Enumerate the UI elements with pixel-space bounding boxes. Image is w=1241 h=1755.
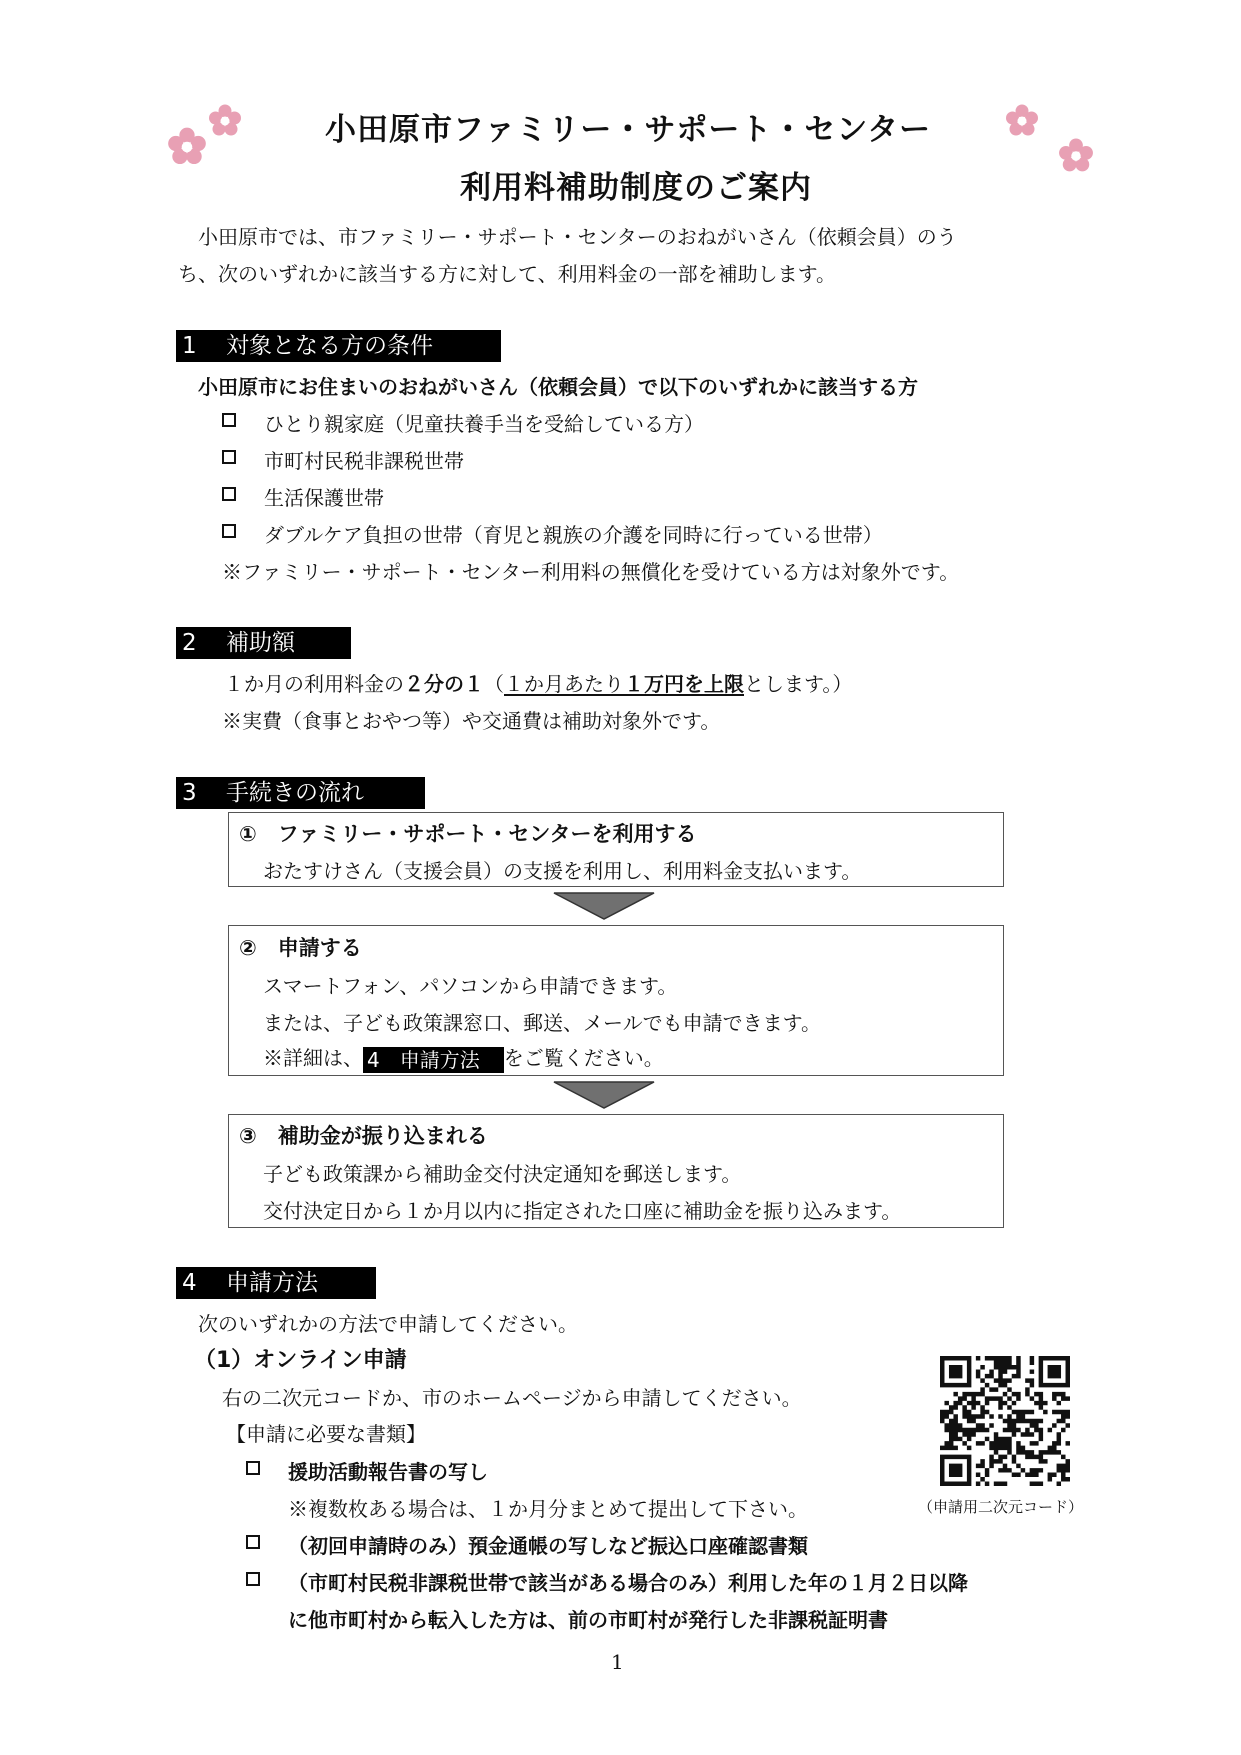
step-text: 交付決定日から１か月以内に指定された口座に補助金を振り込みます。 — [263, 1199, 902, 1223]
flower-icon — [1005, 104, 1039, 138]
section-title: 補助額 — [226, 630, 295, 656]
online-application-title: （1）オンライン申請 — [194, 1348, 407, 1373]
section-title: 手続きの流れ — [226, 780, 364, 806]
arrow-down-icon — [552, 891, 656, 921]
checkbox-icon — [222, 487, 236, 501]
section-number: 3 — [182, 780, 197, 806]
subsidy-text: とします。） — [744, 672, 853, 696]
qr-code-icon[interactable] — [940, 1356, 1070, 1486]
section-heading-3 — [176, 777, 425, 809]
checklist-item-label: （市町村民税非課税世帯で該当がある場合のみ）利用した年の１月２日以降 — [288, 1571, 968, 1595]
checkbox-icon — [246, 1461, 260, 1475]
checklist-item-label: ダブルケア負担の世帯（育児と親族の介護を同時に行っている世帯） — [264, 523, 883, 547]
checkbox-icon — [222, 413, 236, 427]
application-lead: 次のいずれかの方法で申請してください。 — [198, 1312, 578, 1336]
subsidy-half: ２分の１ — [404, 672, 484, 696]
checklist-item-label: 生活保護世帯 — [264, 486, 384, 510]
checklist-item-label: ひとり親家庭（児童扶養手当を受給している方） — [264, 412, 704, 436]
checklist-item-label: 援助活動報告書の写し — [288, 1460, 488, 1484]
step-text: 子ども政策課から補助金交付決定通知を郵送します。 — [263, 1162, 742, 1186]
checkbox-icon — [222, 450, 236, 464]
page-title: 小田原市ファミリー・サポート・センター — [325, 112, 932, 148]
section-reference-badge: 4 申請方法 — [363, 1047, 504, 1073]
section-number: 1 — [182, 333, 197, 359]
subsidy-amount-line — [224, 668, 852, 697]
section-title: 対象となる方の条件 — [226, 333, 433, 359]
checkbox-icon — [246, 1572, 260, 1586]
qr-caption: （申請用二次元コード） — [918, 1498, 1084, 1516]
subsidy-cap-label: １か月あたり — [504, 672, 624, 696]
arrow-down-icon — [552, 1080, 656, 1110]
checklist-item-label: 市町村民税非課税世帯 — [264, 449, 464, 473]
page-subtitle: 利用料補助制度のご案内 — [460, 170, 812, 206]
step-box-1 — [228, 812, 1004, 887]
step-box-2 — [228, 925, 1004, 1076]
required-docs-label: 【申請に必要な書類】 — [226, 1422, 426, 1446]
checklist-item-continuation: に他市町村から転入した方は、前の市町村が発行した非課税証明書 — [288, 1608, 888, 1632]
step-detail-line — [263, 1042, 664, 1073]
step-title: ① ファミリー・サポート・センターを利用する — [239, 822, 697, 846]
step-title: ③ 補助金が振り込まれる — [239, 1124, 488, 1148]
section-heading-2 — [176, 627, 351, 659]
flower-icon — [208, 104, 242, 138]
subsidy-paren: （ — [484, 672, 504, 696]
step-text: ※詳細は、 — [263, 1046, 363, 1070]
step-title: ② 申請する — [239, 936, 362, 960]
step-text: をご覧ください。 — [503, 1046, 664, 1070]
checkbox-icon — [246, 1535, 260, 1549]
section-heading-1 — [176, 330, 501, 362]
step-text: スマートフォン、パソコンから申請できます。 — [263, 974, 678, 998]
page-number: 1 — [611, 1650, 624, 1674]
doc-note: ※複数枚ある場合は、１か月分まとめて提出して下さい。 — [288, 1497, 808, 1521]
step-box-3 — [228, 1114, 1004, 1228]
subsidy-text: １か月の利用料金の — [224, 672, 404, 696]
flower-icon — [1058, 138, 1094, 174]
checkbox-icon — [222, 524, 236, 538]
subsidy-cap-amount: １万円を上限 — [624, 672, 744, 696]
online-application-text: 右の二次元コードか、市のホームページから申請してください。 — [222, 1386, 802, 1410]
section-number: 2 — [182, 630, 197, 656]
subsidy-note: ※実費（食事とおやつ等）や交通費は補助対象外です。 — [222, 709, 721, 733]
flower-icon — [167, 127, 207, 167]
step-text: または、子ども政策課窓口、郵送、メールでも申請できます。 — [263, 1011, 821, 1035]
section-title: 申請方法 — [226, 1270, 318, 1296]
exclusion-note: ※ファミリー・サポート・センター利用料の無償化を受けている方は対象外です。 — [222, 560, 960, 584]
checklist-item-label: （初回申請時のみ）預金通帳の写しなど振込口座確認書類 — [288, 1534, 808, 1558]
intro-line-1: 小田原市では、市ファミリー・サポート・センターのおねがいさん（依頼会員）のう — [178, 225, 957, 249]
eligibility-lead: 小田原市にお住まいのおねがいさん（依頼会員）で以下のいずれかに該当する方 — [198, 375, 918, 399]
section-number: 4 — [182, 1270, 197, 1296]
section-heading-4 — [176, 1267, 376, 1299]
step-text: おたすけさん（支援会員）の支援を利用し、利用料金支払います。 — [263, 859, 862, 883]
intro-line-2: ち、次のいずれかに該当する方に対して、利用料金の一部を補助します。 — [178, 262, 836, 286]
